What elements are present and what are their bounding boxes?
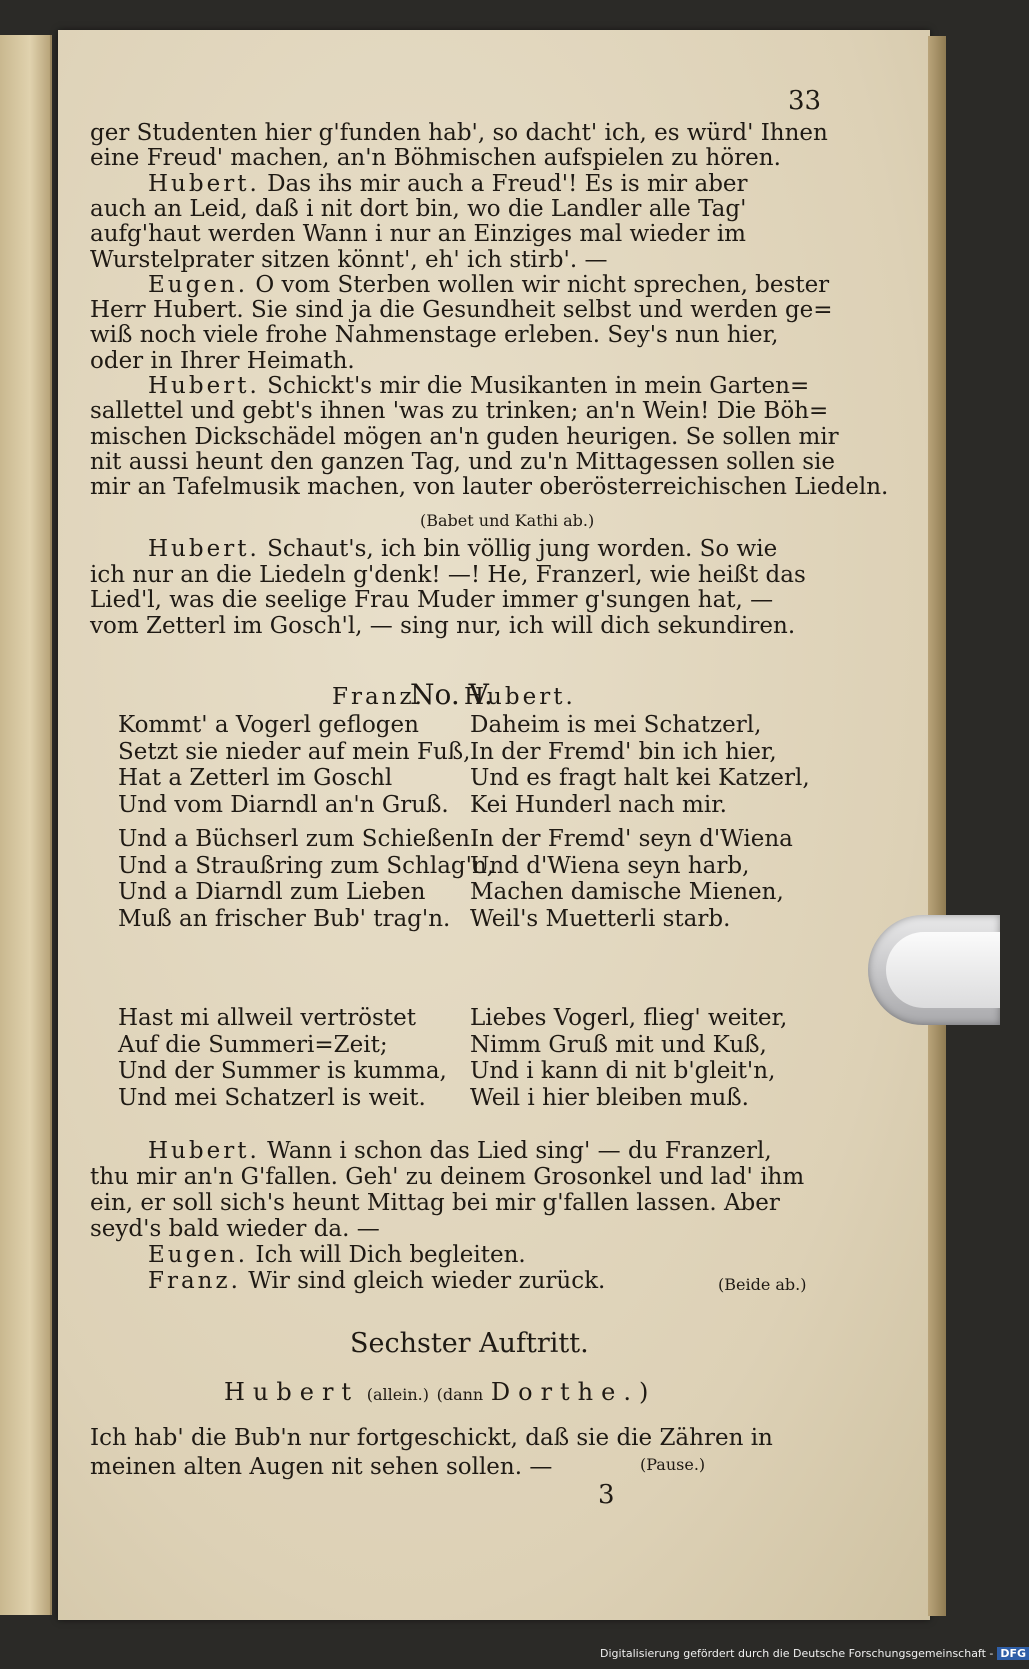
scene-speaker: Dorthe.) <box>490 1378 657 1406</box>
text-line <box>148 373 809 399</box>
song-line: Und d'Wiena seyn harb, <box>470 852 750 879</box>
text-line <box>148 272 829 298</box>
line-text: Wann i schon das Lied sing' — du Franzerl, <box>267 1138 772 1164</box>
speaker-name: Eugen. <box>148 271 249 298</box>
speaker-name: Hubert. <box>148 373 260 399</box>
speaker-name: Eugen. <box>148 1242 249 1268</box>
line-text: Das ihs mir auch a Freud'! Es is mir aber <box>267 170 748 197</box>
line-text: thu mir an'n G'fallen. Geh' zu deinem Grosonkel und lad' ihm <box>90 1164 805 1190</box>
text-line <box>90 1164 804 1190</box>
text-line <box>90 474 888 500</box>
scene-heading: Sechster Auftritt. <box>350 1328 589 1359</box>
text-line <box>90 348 355 374</box>
song-line: Nimm Gruß mit und Kuß, <box>470 1031 767 1058</box>
stage-direction: (Babet und Kathi ab.) <box>420 511 595 530</box>
song-line: Hast mi allweil vertröstet <box>118 1005 416 1031</box>
song-line: Und es fragt halt kei Katzerl, <box>470 765 810 791</box>
song-line: Und a Diarndl zum Lieben <box>118 879 426 905</box>
page-stack-edge <box>928 36 946 1616</box>
line-text: seyd's bald wieder da. — <box>90 1216 380 1242</box>
line-text: nit aussi heunt den ganzen Tag, und zu'n Mittagessen sollen sie <box>90 448 835 475</box>
speaker-name: Franz. <box>148 1268 241 1294</box>
line-text: Schickt's mir die Musikanten in mein Garten= <box>267 373 810 399</box>
text-line <box>90 120 828 146</box>
song-line: Muß an frischer Bub' trag'n. <box>118 905 451 932</box>
text-line <box>148 536 777 562</box>
text-line <box>148 1242 526 1268</box>
text-line <box>148 1138 772 1164</box>
line-text: auch an Leid, daß i nit dort bin, wo die Landler alle Tag' <box>90 195 747 222</box>
song-line: Hat a Zetterl im Goschl <box>118 765 393 791</box>
text-line <box>90 1425 773 1451</box>
speaker-name: Hubert. <box>148 1138 260 1164</box>
song-line: Und a Büchserl zum Schießen <box>118 826 470 852</box>
signature-mark: 3 <box>598 1480 615 1510</box>
line-text: ger Studenten hier g'funden hab', so dacht' ich, es würd' Ihnen <box>90 120 828 146</box>
song-line: Machen damische Mienen, <box>470 879 784 905</box>
song-line: Weil's Muetterli starb. <box>470 905 731 932</box>
text-line <box>90 398 828 424</box>
credit-text: Digitalisierung gefördert durch die Deutsche Forschungsgemeinschaft - <box>600 1647 994 1660</box>
scene-speaker: Hubert <box>224 1378 360 1406</box>
text-line <box>90 1216 380 1242</box>
speaker-name: Hubert. <box>148 170 260 197</box>
line-text: Ich hab' die Bub'n nur fortgeschickt, daß sie die Zähren in <box>90 1425 773 1451</box>
song-line: Und vom Diarndl an'n Gruß. <box>118 791 449 818</box>
song-line: Daheim is mei Schatzerl, <box>470 712 762 738</box>
page-number: 33 <box>788 86 822 116</box>
song-line: In der Fremd' bin ich hier, <box>470 738 777 765</box>
song-speaker-right: Hubert. <box>464 684 576 710</box>
text-line <box>148 1268 605 1294</box>
text-line <box>90 1454 552 1480</box>
line-text: eine Freud' machen, an'n Böhmischen aufspielen zu hören. <box>90 145 781 172</box>
text-line <box>90 562 806 588</box>
song-line: Auf die Summeri=Zeit; <box>118 1031 388 1058</box>
line-text: ein, er soll sich's heunt Mittag bei mir g'fallen lassen. Aber <box>90 1190 780 1216</box>
song-line: Und der Summer is kumma, <box>118 1058 447 1084</box>
song-line: Und i kann di nit b'gleit'n, <box>470 1058 776 1084</box>
text-line <box>90 145 781 171</box>
line-text: sallettel und gebt's ihnen 'was zu trinken; an'n Wein! Die Böh= <box>90 398 829 425</box>
line-text: wiß noch viele frohe Nahmenstage erleben. Sey's nun hier, <box>90 322 779 349</box>
song-line: Kei Hunderl nach mir. <box>470 791 727 818</box>
stage-direction: (Pause.) <box>640 1455 706 1474</box>
text-line <box>90 424 839 450</box>
text-line <box>90 322 778 348</box>
page-turn-tab-highlight <box>886 932 1000 1008</box>
stage-direction: (Beide ab.) <box>718 1275 807 1294</box>
text-line <box>90 297 833 323</box>
song-line: Weil i hier bleiben muß. <box>470 1084 749 1111</box>
line-text: aufg'haut werden Wann i nur an Einziges mal wieder im <box>90 221 746 248</box>
line-text: oder in Ihrer Heimath. <box>90 347 355 374</box>
line-text: ich nur an die Liedeln g'denk! —! He, Franzerl, wie heißt das <box>90 561 806 588</box>
line-text: vom Zetterl im Gosch'l, — sing nur, ich will dich sekundiren. <box>90 612 796 639</box>
line-text: mischen Dickschädel mögen an'n guden heurigen. Se sollen mir <box>90 423 839 450</box>
text-line <box>148 171 748 197</box>
song-line: Und a Straußring zum Schlag'n, <box>118 852 495 879</box>
text-line <box>90 196 746 222</box>
song-number-heading: No. V. <box>410 678 493 711</box>
line-text: O vom Sterben wollen wir nicht sprechen, bester <box>255 271 830 298</box>
dfg-logo: DFG <box>997 1647 1029 1660</box>
line-text: Lied'l, was die seelige Frau Muder immer g'sungen hat, — <box>90 587 774 613</box>
line-text: Wurstelprater sitzen könnt', eh' ich stirb'. — <box>90 246 608 273</box>
song-line: Liebes Vogerl, flieg' weiter, <box>470 1005 788 1031</box>
text-line <box>90 1190 780 1216</box>
speaker-name: Hubert. <box>148 536 260 562</box>
text-line <box>90 247 607 273</box>
line-text: Ich will Dich begleiten. <box>255 1242 526 1268</box>
line-text: mir an Tafelmusik machen, von lauter oberösterreichischen Liedeln. <box>90 474 889 501</box>
song-line: In der Fremd' seyn d'Wiena <box>470 826 793 852</box>
stage-direction: (allein.) <box>366 1385 429 1404</box>
song-speaker-left: Franz. <box>332 684 425 710</box>
text-line <box>90 587 773 613</box>
credit-line <box>600 1647 1029 1660</box>
scene-characters <box>224 1378 656 1406</box>
text-line <box>90 613 795 639</box>
song-line: Und mei Schatzerl is weit. <box>118 1084 426 1111</box>
line-text: Herr Hubert. Sie sind ja die Gesundheit selbst und werden ge= <box>90 297 833 324</box>
line-text: Wir sind gleich wieder zurück. <box>248 1268 606 1294</box>
line-text: Schaut's, ich bin völlig jung worden. So wie <box>267 536 778 562</box>
song-line: Kommt' a Vogerl geflogen <box>118 712 419 738</box>
stage-direction: (dann <box>436 1385 484 1404</box>
text-line <box>90 221 746 247</box>
text-line <box>90 449 835 475</box>
line-text: meinen alten Augen nit sehen sollen. — <box>90 1454 553 1480</box>
song-line: Setzt sie nieder auf mein Fuß, <box>118 738 471 765</box>
previous-page-edge <box>0 35 52 1615</box>
